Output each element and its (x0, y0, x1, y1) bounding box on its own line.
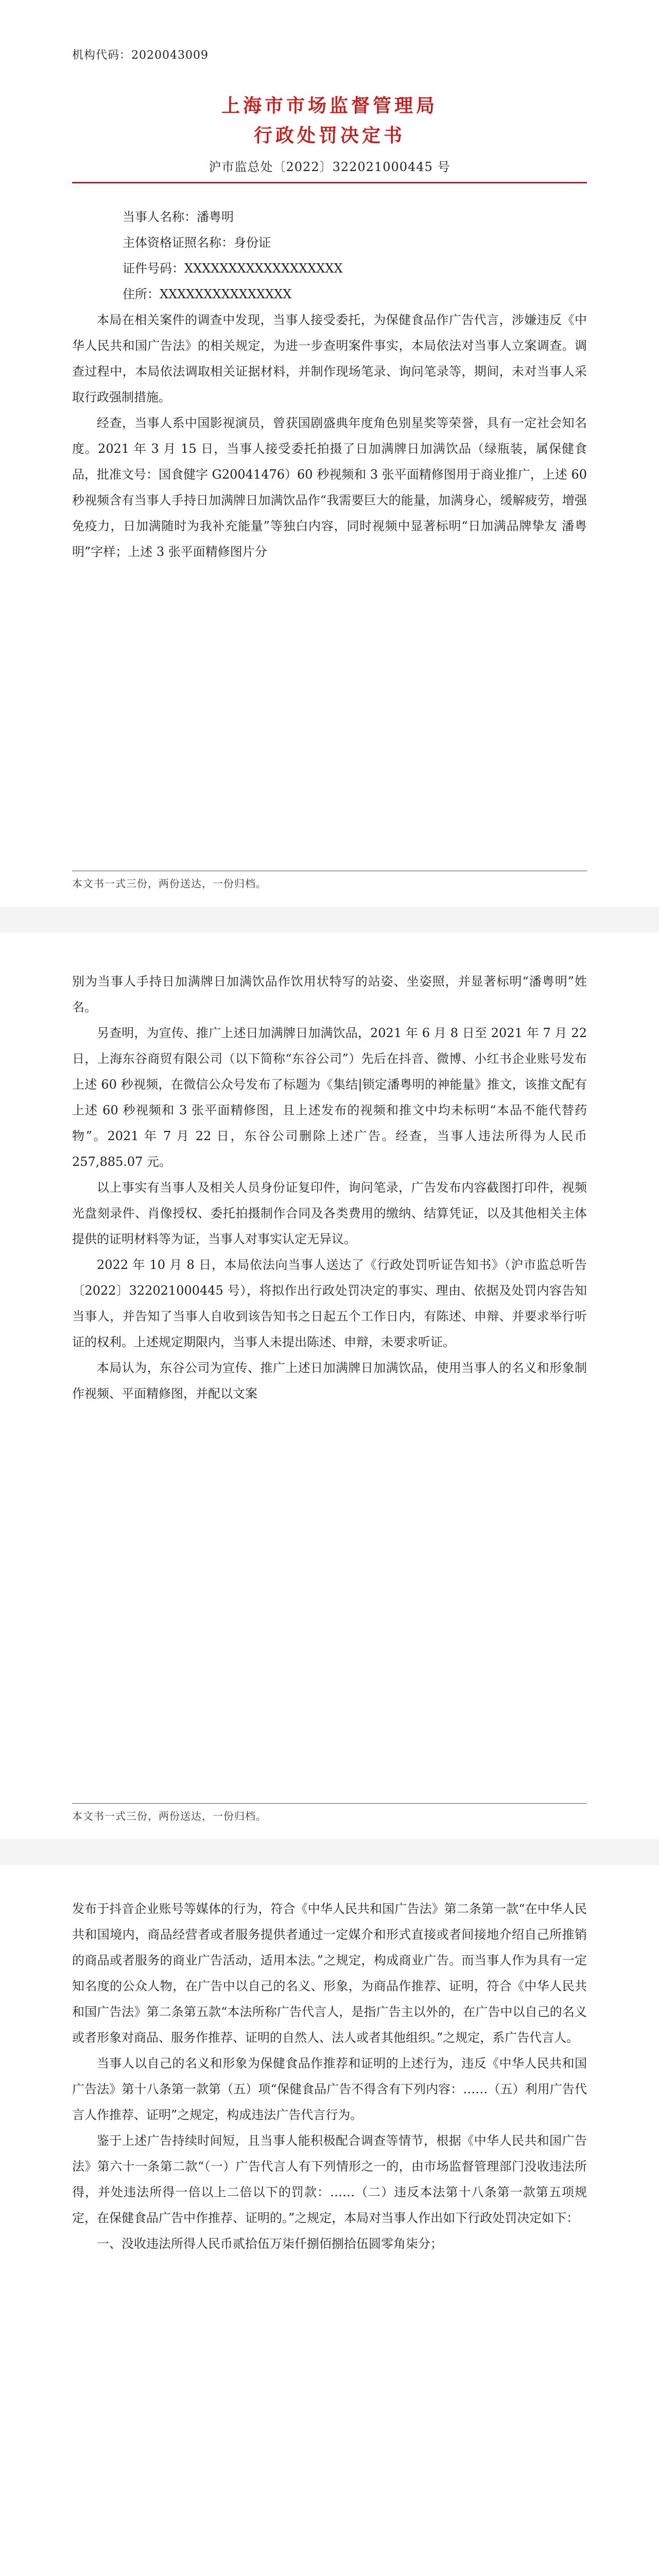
party-info (72, 204, 587, 307)
page-2-content (72, 969, 587, 1406)
page-gap (0, 907, 659, 933)
paragraph: 当事人以自己的名义和形象为保健食品作推荐和证明的上述行为，违反《中华人民共和国广告法》第十八条第一款第（五）项“保健食品广告不得含有下列内容：……（五）利用广告代言人作推荐、证明”之规定，构成违法广告代言行为。 (72, 2056, 587, 2122)
paragraph: 一、没收违法所得人民币贰拾伍万柒仟捌佰捌拾伍圆零角柒分； (97, 2236, 443, 2251)
paragraph: 别为当事人手持日加满牌日加满饮品作饮用状特写的站姿、坐姿照，并显著标明“潘粤明”姓名。 (72, 974, 587, 1014)
paragraph: 另查明，为宣传、推广上述日加满牌日加满饮品，2021 年 6 月 8 日至 2021 年 7 月 22 日，上海东谷商贸有限公司（以下简称“东谷公司”）先后在抖音、微博、小红书企业账号发布上述 60 秒视频，在微信公众号发布了标题为《集结|锁定潘粤明的神能量》推文，该推文配有上述 60 秒视频和 3 张平面精修图，且上述发布的视频和推文中均未标明“本品不能代替药物”。2021 年 7 月 22 日，东谷公司删除上述广告。经查，当事人违法所得为人民币 257,885.07 元。 (72, 1026, 587, 1169)
page-1-body (72, 307, 587, 565)
title-document: 行政处罚决定书 (253, 125, 405, 146)
paragraph: 鉴于上述广告持续时间短，且当事人能积极配合调查等情节，根据《中华人民共和国广告法》第六十一条第二款“（一）广告代言人有下列情形之一的，由市场监督管理部门没收违法所得，并处违法所得一倍以上二倍以下的罚款：……（二）违反本法第十八条第一款第五项规定，在保健食品广告中作推荐、证明的。”之规定，本局对当事人作出如下行政处罚决定如下： (72, 2133, 587, 2225)
document-page-2 (0, 933, 659, 1839)
document-page-1 (0, 0, 659, 907)
paragraph: 2022 年 10 月 8 日，本局依法向当事人送达了《行政处罚听证告知书》（沪市监总听告〔2022〕322021000445 号），将拟作出行政处罚决定的事实、理由、依据及处罚内容告知当事人，并告知了当事人自收到该告知书之日起五个工作日内，有陈述、申辩、并要求举行听证的权利。上述规定期限内，当事人未提出陈述、申辩，未要求听证。 (72, 1258, 587, 1349)
paragraph: 本局在相关案件的调查中发现，当事人接受委托，为保健食品作广告代言，涉嫌违反《中华人民共和国广告法》的相关规定，为进一步查明案件事实，本局依法对当事人立案调查。调查过程中，本局依法调取相关证据材料，并制作现场笔录、询问笔录等，期间，未对当事人采取行政强制措施。 (72, 313, 587, 404)
paragraph: 以上事实有当事人及相关人员身份证复印件，询问笔录，广告发布内容截图打印件，视频光盘刻录件、肖像授权、委托拍摄制作合同及各类费用的缴纳、结算凭证，以及其他相关主体提供的证明材料等为证，当事人对事实认定无异议。 (72, 1180, 587, 1246)
party-name: 当事人名称：潘粤明 (123, 210, 234, 224)
title-block (72, 91, 587, 175)
paragraph: 本局认为，东谷公司为宣传、推广上述日加满牌日加满饮品，使用当事人的名义和形象制作视频、平面精修图，并配以文案 (72, 1361, 587, 1401)
party-cert-type: 主体资格证照名称：身份证 (123, 235, 271, 250)
header-red-rule (72, 182, 587, 183)
title-agency: 上海市市场监督管理局 (221, 95, 438, 116)
page-footer: 本文书一式三份，两份送达，一份归档。 (72, 871, 587, 890)
document-page-3 (0, 1865, 659, 2576)
party-cert-no: 证件号码：XXXXXXXXXXXXXXXXXX (123, 261, 343, 276)
page-gap (0, 1839, 659, 1865)
paragraph: 发布于抖音企业账号等媒体的行为，符合《中华人民共和国广告法》第二条第一款“在中华人民共和国境内，商品经营者或者服务提供者通过一定媒介和形式直接或者间接地介绍自己所推销的商品或者服务的商业广告活动，适用本法。”之规定，构成商业广告。而当事人作为具有一定知名度的公众人物，在广告中以自己的名义、形象，为商品作推荐、证明，符合《中华人民共和国广告法》第二条第五款“本法所称广告代言人，是指广告主以外的，在广告中以自己的名义或者形象对商品、服务作推荐、证明的自然人、法人或者其他组织。”之规定，系广告代言人。 (72, 1902, 587, 2045)
page-3-content (72, 1896, 587, 2257)
party-address: 住所：XXXXXXXXXXXXXXX (123, 287, 292, 301)
page-1-content (72, 46, 587, 565)
paragraph: 经查，当事人系中国影视演员，曾获国剧盛典年度角色别星奖等荣誉，具有一定社会知名度。2021 年 3 月 15 日，当事人接受委托拍摄了日加满牌日加满饮品（绿瓶装，属保健食品，批准文号：国食健字 G20041476）60 秒视频和 3 张平面精修图用于商业推广，上述 60 秒视频含有当事人手持日加满牌日加满饮品作“我需要巨大的能量，加满身心，缓解疲劳，增强免疫力，日加满随时为我补充能量”等独白内容，同时视频中显著标明“日加满品牌挚友 潘粤明”字样；上述 3 张平面精修图片分 (72, 416, 587, 559)
page-footer: 本文书一式三份，两份送达，一份归档。 (72, 1803, 587, 1823)
document-number: 沪市监总处〔2022〕322021000445 号 (209, 160, 450, 174)
agency-code: 机构代码：2020043009 (72, 49, 209, 62)
